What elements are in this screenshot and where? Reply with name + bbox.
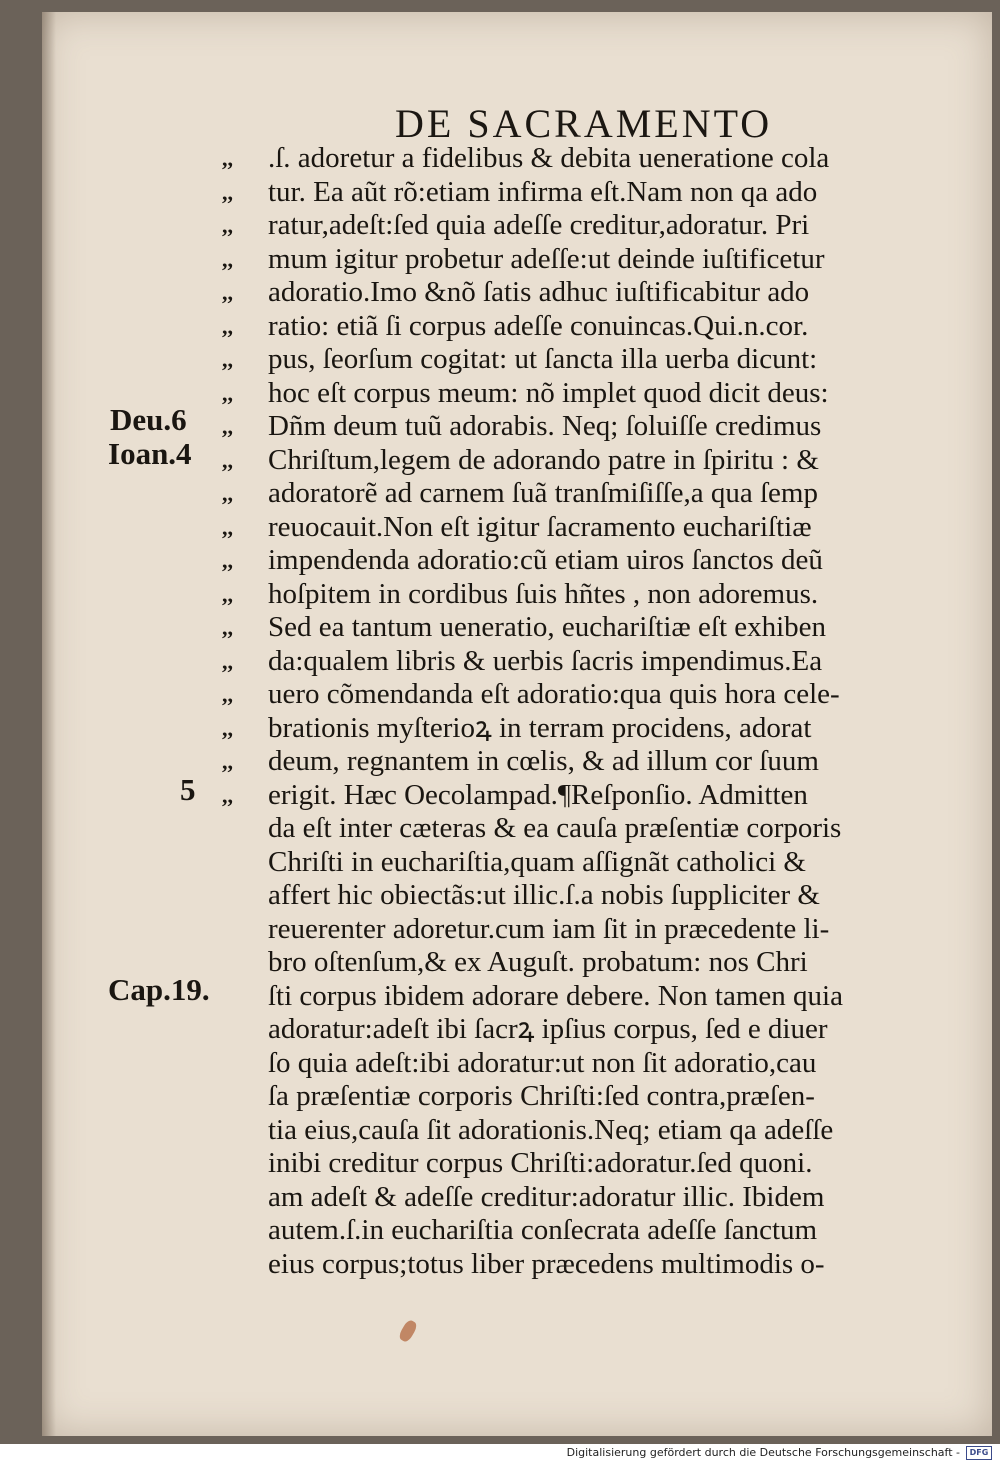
text-line: adoratorẽ ad carnem ſuã tranſmiſiſſe,a qua ſemp xyxy=(268,477,818,509)
footer-credit: Digitalisierung gefördert durch die Deutsche Forschungsgemeinschaft - xyxy=(566,1446,960,1459)
text-line: ſa præſentiæ corporis Chriſti:ſed contra,præſen- xyxy=(268,1080,815,1112)
text-line: tur. Ea aũt rõ:etiam infirma eſt.Nam non qa ado xyxy=(268,175,818,208)
text-line: mum igitur probetur adeſſe:ut deinde iuſtificetur xyxy=(268,242,825,275)
text-line: deum, regnantem in cœlis, & ad illum cor ſuum xyxy=(268,745,819,777)
text-line: ratio: etiã ſi corpus adeſſe conuincas.Qui.n.cor. xyxy=(268,309,809,342)
quote-mark: ,, xyxy=(222,648,233,674)
margin-note: 5 xyxy=(180,772,196,807)
text-line: bro oſtenſum,& ex Auguſt. probatum: nos Chri xyxy=(268,946,808,978)
quote-mark: ,, xyxy=(222,615,233,640)
margin-note: Ioan.4 xyxy=(108,436,192,471)
quote-mark: ,, xyxy=(222,782,233,808)
text-line: da:qualem libris & uerbis ſacris impendimus.Ea xyxy=(268,644,823,677)
quote-mark: ,, xyxy=(222,481,233,506)
quote-mark: ,, xyxy=(222,213,233,238)
text-line: erigit. Hæc Oecolampad.¶Reſponſio. Admitten xyxy=(268,778,808,811)
text-line: impendenda adoratio:cũ etiam uiros ſanctos deũ xyxy=(268,544,823,576)
text-line: reuerenter adoretur.cum iam ſit in præcedente li- xyxy=(268,912,830,945)
quote-mark: ,, xyxy=(222,280,233,305)
quote-mark: ,, xyxy=(222,682,233,707)
text-line: brationis myſterioꝝ in terram procidens, adorat xyxy=(268,711,812,744)
text-line: ratur,adeſt:ſed quia adeſſe creditur,adoratur. Pri xyxy=(268,209,810,241)
quote-mark: ,, xyxy=(222,246,233,272)
quote-mark: ,, xyxy=(222,313,233,339)
quote-mark: ,, xyxy=(222,380,233,406)
text-line: Dñm deum tuũ adorabis. Neq; ſoluiſſe credimus xyxy=(268,410,822,442)
text-line: uero cõmendanda eſt adoratio:qua quis hora cele- xyxy=(268,678,840,710)
text-line: ſti corpus ibidem adorare debere. Non tamen quia xyxy=(268,979,843,1012)
text-line: da eſt inter cæteras & ea cauſa præſentiæ corporis xyxy=(268,812,842,844)
text-line: .ſ. adoretur a fidelibus & debita ueneratione cola xyxy=(268,142,830,174)
text-line: Chriſtum,legem de adorando patre in ſpiritu : & xyxy=(268,443,819,476)
text-line: Chriſti in euchariſtia,quam aſſignãt catholici & xyxy=(268,845,806,878)
margin-note: Deu.6 xyxy=(110,402,187,437)
quote-mark: ,, xyxy=(222,749,233,774)
text-line: hoſpitem in cordibus ſuis hñtes , non adoremus. xyxy=(268,577,819,610)
text-line: pus, ſeorſum cogitat: ut ſancta illa uerba dicunt: xyxy=(268,343,818,375)
running-head: DE SACRAMENTO xyxy=(395,101,773,146)
dfg-logo-icon[interactable]: DFG xyxy=(966,1446,992,1460)
text-line: adoratio.Imo &nõ ſatis adhuc iuſtificabitur ado xyxy=(268,276,810,308)
quote-mark: ,, xyxy=(222,514,233,540)
text-line: hoc eſt corpus meum: nõ implet quod dicit deus: xyxy=(268,376,829,409)
text-line: autem.ſ.in euchariſtia conſecrata adeſſe ſanctum xyxy=(268,1214,818,1246)
text-line: affert hic obiectãs:ut illic.ſ.a nobis ſuppliciter & xyxy=(268,879,820,911)
text-line: adoratur:adeſt ibi ſacrꝝ ipſius corpus, ſed e diuer xyxy=(268,1013,828,1045)
quote-mark: ,, xyxy=(222,347,233,372)
quote-mark: ,, xyxy=(222,581,233,607)
quotation-marks-column xyxy=(222,142,262,812)
text-line: inibi creditur corpus Chriſti:adoratur.ſed quoni. xyxy=(268,1147,813,1179)
text-line: eius corpus;totus liber præcedens multimodis o- xyxy=(268,1247,825,1280)
quote-mark: ,, xyxy=(222,414,233,439)
body-text xyxy=(268,142,958,1281)
margin-note: Cap.19. xyxy=(108,972,210,1007)
quote-mark: ,, xyxy=(222,447,233,473)
page-gutter-shadow xyxy=(42,12,56,1436)
quote-mark: ,, xyxy=(222,548,233,573)
footer-bar xyxy=(0,1444,1000,1464)
quote-mark: ,, xyxy=(222,715,233,741)
text-line: Sed ea tantum ueneratio, euchariſtiæ eſt exhiben xyxy=(268,611,827,643)
text-line: ſo quia adeſt:ibi adoratur:ut non ſit adoratio,cau xyxy=(268,1046,817,1079)
text-line: am adeſt & adeſſe creditur:adoratur illic. Ibidem xyxy=(268,1180,825,1213)
text-line: tia eius,cauſa ſit adorationis.Neq; etiam qa adeſſe xyxy=(268,1113,834,1146)
text-line: reuocauit.Non eſt igitur ſacramento euchariſtiæ xyxy=(268,510,812,543)
quote-mark: ,, xyxy=(222,179,233,205)
quote-mark: ,, xyxy=(222,146,233,171)
